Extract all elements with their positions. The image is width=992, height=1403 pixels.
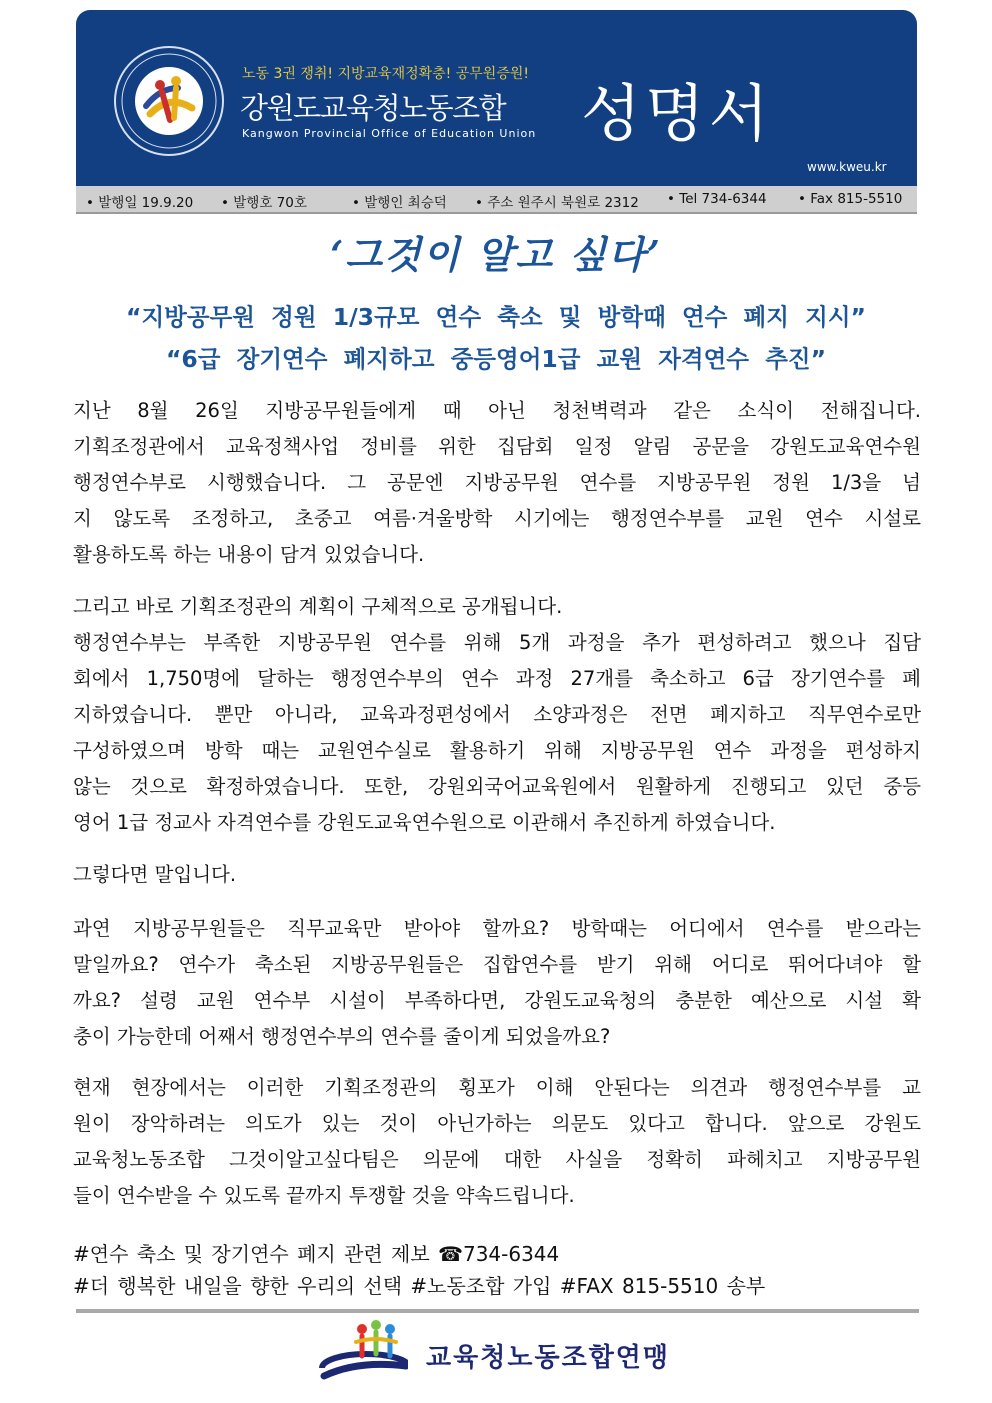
body-line: 기획조정관에서 교육정책사업 정비를 위한 집담회 일정 알림 공문을 강원도교육연수원 xyxy=(73,435,921,458)
headline-1: “지방공무원 정원 1/3규모 연수 축소 및 방학때 연수 폐지 지시” xyxy=(126,303,866,331)
union-name: 강원도교육청노동조합 xyxy=(240,91,506,125)
union-slogan: 노동 3권 쟁취! 지방교육재정확충! 공무원증원! xyxy=(242,66,529,82)
people-swoosh-logo-icon xyxy=(318,1316,408,1390)
header-banner xyxy=(76,10,917,186)
document-type-title: 성명서 xyxy=(581,77,773,150)
body-line: 들이 연수받을 수 있도록 끝까지 투쟁할 것을 약속드립니다. xyxy=(73,1184,575,1207)
body-line: 지난 8월 26일 지방공무원들에게 때 아닌 청천벽력과 같은 소식이 전해집니다. xyxy=(73,399,921,422)
body-line: 행정연수부로 시행했습니다. 그 공문엔 지방공무원 연수를 지방공무원 정원 1/3을 넘 xyxy=(73,471,921,494)
telephone: • Tel 734-6344 xyxy=(667,191,767,207)
body-line: 구성하였으며 방학 때는 교원연수실로 활용하기 위해 지방공무원 연수 과정을 편성하지 xyxy=(73,739,921,762)
address: • 주소 원주시 북원로 2312 xyxy=(475,195,639,211)
publication-info-bar xyxy=(76,186,917,214)
kicker-title: ‘그것이 알고 싶다’ xyxy=(330,232,662,277)
body-line: 원이 장악하려는 의도가 있는 것이 아닌가하는 의문도 있다고 합니다. 앞으로 강원도 xyxy=(73,1112,921,1135)
body-line: 지하였습니다. 뿐만 아니라, 교육과정편성에서 소양과정은 전면 폐지하고 직무연수로만 xyxy=(73,703,921,726)
paragraph-3 xyxy=(73,857,921,893)
union-name-english: Kangwon Provincial Office of Education Union xyxy=(242,127,537,140)
federation-name: 교육청노동조합연맹 xyxy=(426,1343,671,1373)
website-link[interactable]: www.kweu.kr xyxy=(807,160,887,174)
publisher: • 발행인 최승덕 xyxy=(352,195,447,211)
body-line: 영어 1급 정교사 자격연수를 강원도교육연수원으로 이관해서 추진하게 하였습니다. xyxy=(73,811,776,834)
body-line: 과연 지방공무원들은 직무교육만 받아야 할까요? 방학때는 어디에서 연수를 받으라는 xyxy=(73,917,921,940)
footer-divider xyxy=(76,1309,919,1313)
paragraph-2 xyxy=(73,589,921,841)
join-union-line: #더 행복한 내일을 향한 우리의 선택 #노동조합 가입 #FAX 815-5510 송부 xyxy=(73,1274,766,1298)
tip-hotline-line: #연수 축소 및 장기연수 폐지 관련 제보 ☎734-6344 xyxy=(73,1242,560,1266)
union-seal-logo xyxy=(114,46,224,156)
fax: • Fax 815-5510 xyxy=(798,191,903,207)
body-line: 충이 가능한데 어째서 행정연수부의 연수를 줄이게 되었을까요? xyxy=(73,1025,611,1048)
body-line: 까요? 설령 교원 연수부 시설이 부족하다면, 강원도교육청의 충분한 예산으로 시설 확 xyxy=(73,989,921,1012)
paragraph-5 xyxy=(73,1070,921,1214)
body-line: 말일까요? 연수가 축소된 지방공무원들은 집합연수를 받기 위해 어디로 뛰어다녀야 할 xyxy=(73,953,921,976)
body-line: 지 않도록 조정하고, 초중고 여름·겨울방학 시기에는 행정연수부를 교원 연수 시설로 xyxy=(73,507,921,530)
headline-2: “6급 장기연수 폐지하고 중등영어1급 교원 자격연수 추진” xyxy=(165,345,827,373)
body-line: 행정연수부는 부족한 지방공무원 연수를 위해 5개 과정을 추가 편성하려고 했으나 집담 xyxy=(73,631,921,654)
body-line: 그리고 바로 기획조정관의 계획이 구체적으로 공개됩니다. xyxy=(73,595,563,618)
issue-number: • 발행호 70호 xyxy=(221,195,307,211)
body-line: 않는 것으로 확정하였습니다. 또한, 강원외국어교육원에서 원활하게 진행되고 있던 중등 xyxy=(73,775,921,798)
publish-date: • 발행일 19.9.20 xyxy=(86,195,194,211)
paragraph-4 xyxy=(73,911,921,1055)
paragraph-1 xyxy=(73,393,921,573)
body-line: 활용하도록 하는 내용이 담겨 있었습니다. xyxy=(73,543,425,566)
body-line: 회에서 1,750명에 달하는 행정연수부의 연수 과정 27개를 축소하고 6급 장기연수를 폐 xyxy=(73,667,921,690)
body-line: 그렇다면 말입니다. xyxy=(73,863,237,886)
body-line: 교육청노동조합 그것이알고싶다팀은 의문에 대한 사실을 정확히 파헤치고 지방공무원 xyxy=(73,1148,921,1171)
body-line: 현재 현장에서는 이러한 기획조정관의 횡포가 이해 안된다는 의견과 행정연수부를 교 xyxy=(73,1076,921,1099)
